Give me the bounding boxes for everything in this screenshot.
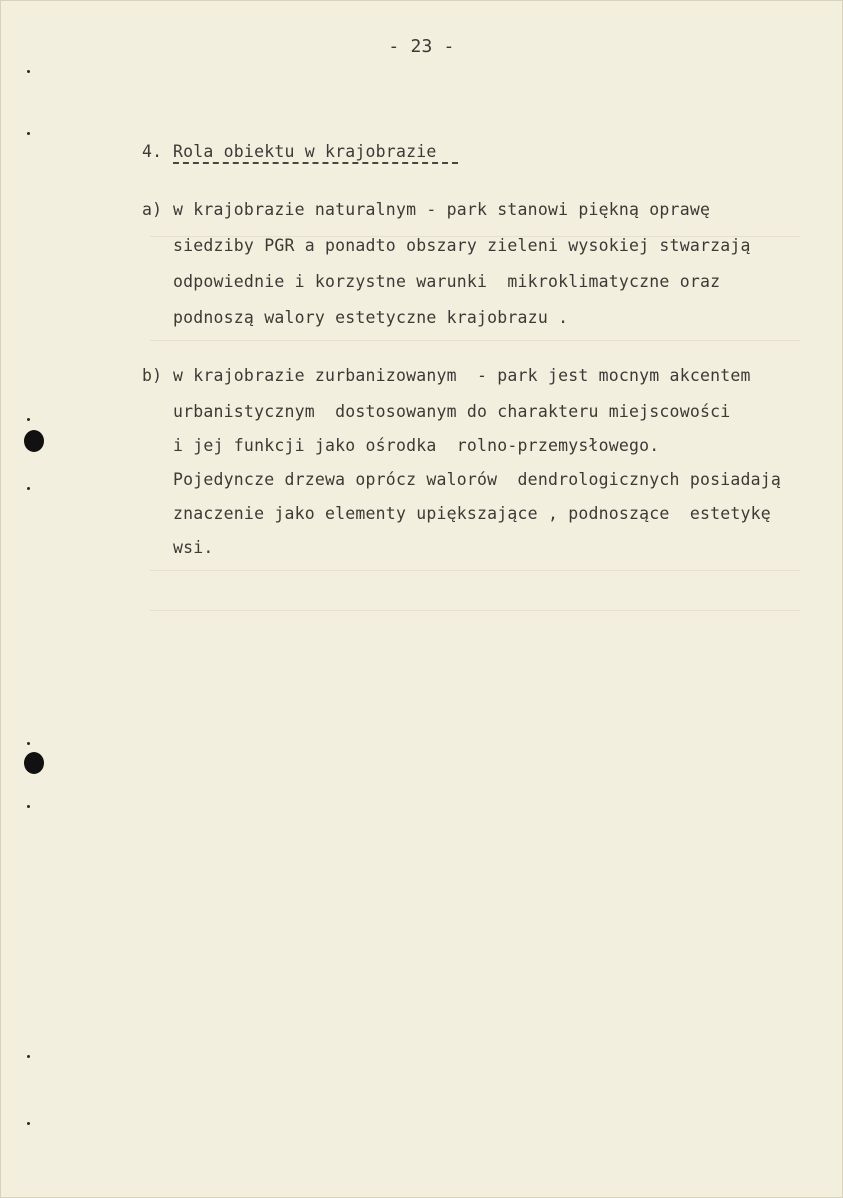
speck xyxy=(27,132,30,135)
item-a-line-3: odpowiednie i korzystne warunki mikroklimatyczne oraz xyxy=(173,272,721,291)
item-b-line-3: i jej funkcji jako ośrodka rolno-przemysłowego. xyxy=(173,436,660,455)
paper-texture xyxy=(150,570,800,571)
title-underline xyxy=(173,160,458,164)
page-number: - 23 - xyxy=(388,36,455,57)
speck xyxy=(27,805,30,808)
speck xyxy=(27,70,30,73)
speck xyxy=(27,1055,30,1058)
item-b-line-1: w krajobrazie zurbanizowanym - park jest mocnym akcentem xyxy=(173,366,751,385)
paper-texture xyxy=(150,340,800,341)
item-b-line-2: urbanistycznym dostosowanym do charakteru miejscowości xyxy=(173,402,731,421)
paper-texture xyxy=(150,610,800,611)
item-b-line-4: Pojedyncze drzewa oprócz walorów dendrologicznych posiadają xyxy=(173,470,782,489)
speck xyxy=(27,742,30,745)
item-b-line-5: znaczenie jako elementy upiększające , podnoszące estetykę xyxy=(173,504,771,523)
item-b-marker: b) xyxy=(142,366,163,385)
item-a-line-2: siedziby PGR a ponadto obszary zieleni wysokiej stwarzają xyxy=(173,236,751,255)
punch-hole xyxy=(24,752,44,774)
speck xyxy=(27,1122,30,1125)
section-title: Rola obiektu w krajobrazie xyxy=(173,142,437,161)
item-b-line-6: wsi. xyxy=(173,538,214,557)
item-a-marker: a) xyxy=(142,200,163,219)
speck xyxy=(27,487,30,490)
section-number: 4. xyxy=(142,142,163,161)
punch-hole xyxy=(24,430,44,452)
item-a-line-4: podnoszą walory estetyczne krajobrazu . xyxy=(173,308,569,327)
speck xyxy=(27,418,30,421)
item-a-line-1: w krajobrazie naturalnym - park stanowi piękną oprawę xyxy=(173,200,711,219)
